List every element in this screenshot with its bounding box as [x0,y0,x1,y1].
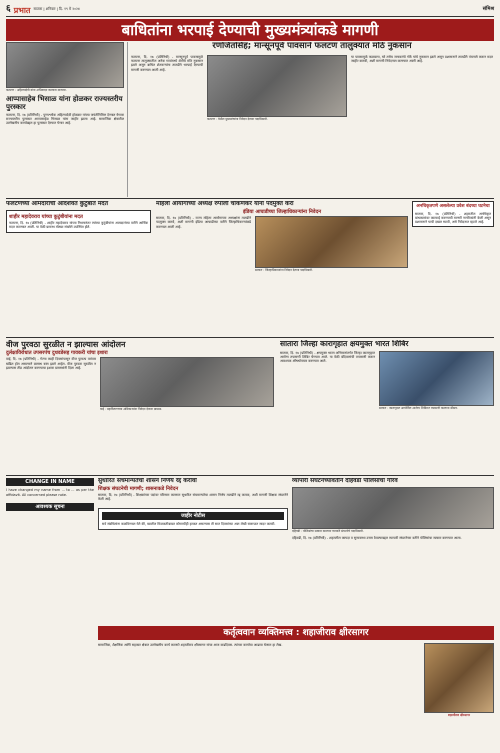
bottom-section [6,475,494,747]
electricity-sub: दुर्लक्षाविरोधात उपसरपंच दुधवडेसह गावकरी यांचा इशारा [6,350,108,357]
profile-photo [424,643,494,713]
jail-body: सातारा, दि. १७ (प्रतिनिधी) - क्षयमुक्त भारत अभियानांतर्गत जिल्हा कारागृहात आरोग्य तपासणी शिबिर घेण्यात आले. या वेळी बंदिवानांची तपासणी करून आवश्यक औषधोपचार करण्यात आले. [280,350,375,364]
profile-body: सामाजिक, शैक्षणिक आणि सहकार क्षेत्रात उल्लेखनीय कार्य करणारे शहाजीराव क्षीरसागर यांचा आज वाढदिवस. त्यांच्या कार्याचा आढावा घेणारा हा लेख. [98,643,283,647]
profile-article [98,626,494,718]
women-article [156,201,408,336]
society-body: फलटण, दि. १७ (प्रतिनिधी) - शाहीर महादेवराव यांच्या निधनानंतर त्यांच्या कुटुंबीयांना आमदारांच्या वतीने आर्थिक मदत करण्यात आली. या वेळी ग्रामस्थ मोठ्या संख्येने उपस्थित होते. [9,221,148,230]
newspaper-logo: प्रभात [13,4,31,15]
banner-headline: बाधितांना भरपाई देण्याची मुख्यमंत्र्यांकडे मागणी [6,19,494,41]
society-article [6,201,151,336]
ahilya-body: फलटण, दि. १७ (प्रतिनिधी) - पुण्यश्लोक अहिल्यादेवी होळकर यांच्या जयंतीनिमित्त देण्यात येणारा राज्यस्तरीय पुरस्कार आप्पासाहेब भिसाळ यांना जाहीर झाला आहे. सामाजिक क्षेत्रातील उल्लेखनीय कार्याबद्दल हा पुरस्कार देण्यात येणार आहे. [6,112,124,126]
women-caption: सातारा : जिल्हाधिकाऱ्यांना निवेदन देताना पदाधिकारी. [255,268,313,273]
classified-body: I have changed my name from ... to ... as per the affidavit. All concerned please note. [6,488,94,497]
electricity-headline: वीज पुरवठा सुरळीत न झाल्यास आंदोलन [6,340,126,349]
police-headline: व्यापारी संघटनेच्यावतीने दहिवडी पोलिसांचा गौरव [292,478,398,484]
ahilya-article [6,42,124,197]
scheme-sub: शिक्षक संघटनेची मागणी; शासनाकडे निवेदन [98,485,179,492]
banner-caption: फलटण : येथील मुख्यमंत्र्यांना निवेदन देताना पदाधिकारी. [207,116,268,121]
police-caption: दहिवडी : पोलिसांचा सत्कार करताना व्यापारी संघटनेचे पदाधिकारी. [292,528,364,533]
jail-caption: सातारा : कारागृहात आयोजित आरोग्य शिबिरात तपासणी करताना डॉक्टर. [379,405,459,410]
ahilya-headline: आप्पासाहेब भिसाळ यांना होळकर राज्यस्तरीय पुरस्कार [6,94,123,111]
gov-notice-box [98,508,288,531]
dateline: सातारा | शनिवार | दि. १९ मे २०२४ [33,7,80,12]
middle-section [6,198,494,336]
women-body: सातारा, दि. १७ (प्रतिनिधी) - राज्य महिला आयोगाच्या अध्यक्षांना तातडीने पदमुक्त करावे, अशी मागणी इंडिया आघाडीच्या वतीने जिल्हाधिकाऱ्यांकडे करण्यात आली आहे. [156,216,251,229]
jail-photo [379,351,494,406]
scheme-headline: सुधारित संचमान्यतेचा शासन निर्णय रद्द करावा [98,478,197,484]
top-section [6,42,494,197]
classified-column [6,478,94,747]
banner-body-1: फलटण, दि. १७ (प्रतिनिधी) - मान्सूनपूर्व पावसामुळे फलटण तालुक्यातील अनेक गावांमध्ये शेतीचे मोठे नुकसान झाले असून बाधित शेतकऱ्यांना तातडीने भरपाई देण्याची मागणी करण्यात आली आहे. [131,54,203,72]
profile-photo-label: शहाजीराव क्षीरसागर [447,713,470,717]
society-headline: फलटणच्या आमदारांची आदर्शवत कुटुंबात मदत [6,201,109,207]
classified-title: CHANGE IN NAME [6,478,94,486]
news-row-3 [6,337,494,474]
society-sub: शाहीर महादेवराव यांच्या कुटुंबीयांना मदत [9,213,83,220]
right-body: सातारा, दि. १७ (प्रतिनिधी) - शहरातील अनधिकृत बांधकामांवर कारवाई करण्याची मागणी नागरिकांनी केली असून प्रशासनाने याची दखल घ्यावी, असे निवेदनात म्हटले आहे. [415,211,491,225]
women-sub: इंडिया आघाडीच्या जिल्हाधिकाऱ्यांना निवेदन [242,208,322,215]
police-photo [292,487,494,529]
police-body: दहिवडी, दि. १७ (प्रतिनिधी) - शहरातील कायदा व सुव्यवस्था उत्तम ठेवल्याबद्दल व्यापारी संघटनेच्या वतीने पोलिसांचा सत्कार करण्यात आला. [292,535,462,540]
banner-body-2: या पावसामुळे फळबागा, घरे तसेच जनावरांचे गोठे यांचे नुकसान झाले असून प्रशासनाने तातडीने पंचनामे करून मदत जाहीर करावी, अशी मागणी निवेदनात करण्यात आली आहे. [351,54,493,64]
banner-article [131,42,493,197]
ahilya-photo [6,42,124,88]
banner-subhead: रणजितसिंह; मान्सूनपूर्व पावसाने फलटण तालुक्यात मोठे नुकसान [212,42,412,51]
jail-headline: सातारा जिल्हा कारागृहात क्षयमुक्त भारत शिबिर [280,340,409,348]
jail-article [280,340,494,474]
electricity-caption: वाई : महावितरणच्या अधिकाऱ्यांना निवेदन देताना ग्रामस्थ. [100,407,163,412]
gov-notice-title: जाहीर नोटीस [102,512,284,520]
right-headline: अनधिकृतपणे असलेल्या प्रवेश बंदच्या घटनेचा [416,204,490,209]
classified-notice: आवश्यक सूचना [6,503,94,511]
women-headline: महिला आयोगाच्या अध्यक्ष रुपाली चाकणकर यांना पदमुक्त करा [156,201,294,207]
women-photo [255,216,408,268]
masthead [6,3,494,17]
page-number: ६ [6,3,11,14]
gov-notice-body: सर्व संबंधितांना कळविण्यात येते की, खालील मिळकतीबाबत कोणाचीही हरकत असल्यास ती सात दिवसांच्या आत लेखी स्वरूपात सादर करावी. [102,521,276,526]
right-article [412,201,494,336]
electricity-photo [100,357,274,407]
ahilya-caption: फलटण : अहिल्यादेवी यांना अभिवादन करताना मान्यवर. [6,88,67,92]
electricity-article [6,340,274,474]
electricity-body: वाई, दि. १७ (प्रतिनिधी) - गेल्या काही दिवसांपासून वीज पुरवठा वारंवार खंडित होत असल्याने ग्रामस्थ त्रस्त झाले आहेत. वीज पुरवठा सुरळीत न झाल्यास तीव्र आंदोलन करण्याचा इशारा ग्रामस्थांनी दिला आहे. [6,357,96,370]
section-name: संमिश्र [482,6,494,13]
banner-photo [207,55,347,117]
scheme-body: सातारा, दि. १७ (प्रतिनिधी) - शिक्षकांच्या पदांवर परिणाम करणारा सुधारित संचमान्यतेचा शासन निर्णय तातडीने रद्द करावा, अशी मागणी शिक्षक संघटनेने केली आहे. [98,493,288,502]
profile-strip: कर्तृत्ववान व्यक्तिमत्त्व : शहाजीराव क्षीरसागर [98,626,494,640]
